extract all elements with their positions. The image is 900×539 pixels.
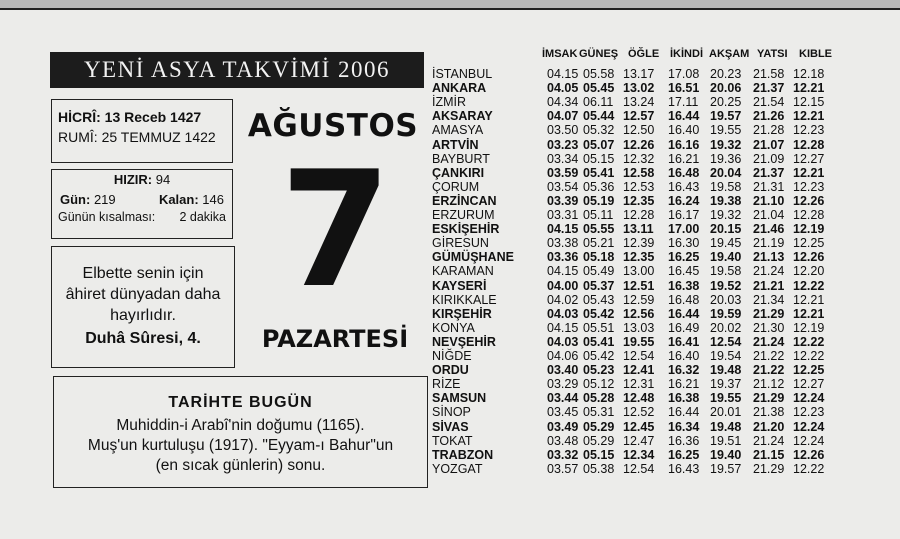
prayer-time-cell: 21.46 xyxy=(753,222,785,237)
prayer-time-cell: 05.58 xyxy=(583,67,615,81)
prayer-time-cell: 12.57 xyxy=(623,109,655,124)
city-name: TOKAT xyxy=(432,433,473,448)
column-header: AKŞAM xyxy=(709,48,750,60)
prayer-time-cell: 16.24 xyxy=(668,193,700,208)
prayer-time-cell: 19.40 xyxy=(710,447,742,462)
prayer-time-cell: 05.32 xyxy=(583,123,615,138)
prayer-time-cell: 12.22 xyxy=(793,461,825,476)
prayer-time-cell: 21.19 xyxy=(753,236,785,251)
prayer-time-cell: 05.45 xyxy=(583,81,615,96)
prayer-time-cell: 12.24 xyxy=(793,391,825,406)
prayer-time-cell: 03.57 xyxy=(547,461,579,476)
verse-source: Duhâ Sûresi, 4. xyxy=(85,330,201,347)
prayer-time-cell: 20.03 xyxy=(710,292,742,307)
prayer-time-cell: 04.15 xyxy=(547,222,579,237)
prayer-time-cell: 16.16 xyxy=(668,137,700,152)
prayer-time-cell: 12.21 xyxy=(793,81,825,96)
prayer-time-cell: 21.31 xyxy=(753,179,785,194)
prayer-time-cell: 12.26 xyxy=(793,250,825,265)
column-header: KIBLE xyxy=(799,48,832,60)
city-name: GÜMÜŞHANE xyxy=(432,250,514,265)
prayer-time-cell: 12.26 xyxy=(623,137,655,152)
city-name: GİRESUN xyxy=(432,236,489,251)
prayer-time-cell: 05.15 xyxy=(583,151,615,166)
prayer-time-cell: 12.19 xyxy=(793,320,825,335)
prayer-time-cell: 21.24 xyxy=(753,334,785,349)
city-name: ERZURUM xyxy=(432,208,495,222)
gun-count: Gün: 219 xyxy=(60,192,116,207)
prayer-time-cell: 03.36 xyxy=(547,250,579,265)
prayer-time-cell: 16.32 xyxy=(668,363,700,378)
month-name: AĞUSTOS xyxy=(247,108,419,144)
prayer-time-cell: 03.59 xyxy=(547,165,579,180)
prayer-time-cell: 04.05 xyxy=(547,81,579,96)
prayer-time-cell: 20.02 xyxy=(710,320,742,335)
prayer-time-cell: 16.43 xyxy=(668,461,700,476)
column-header: ÖĞLE xyxy=(628,48,660,60)
prayer-time-cell: 03.49 xyxy=(547,419,579,434)
prayer-time-cell: 05.51 xyxy=(583,320,615,335)
city-name: KONYA xyxy=(432,320,475,335)
prayer-time-cell: 05.37 xyxy=(583,278,615,293)
prayer-time-cell: 12.39 xyxy=(623,236,655,251)
city-name: KARAMAN xyxy=(432,264,494,279)
prayer-time-cell: 13.03 xyxy=(623,320,655,335)
city-name: KIRIKKALE xyxy=(432,292,497,307)
prayer-time-cell: 03.54 xyxy=(547,179,579,194)
prayer-time-cell: 21.15 xyxy=(753,447,785,462)
prayer-time-cell: 12.48 xyxy=(623,391,655,406)
prayer-time-cell: 05.38 xyxy=(583,461,615,476)
prayer-time-cell: 16.45 xyxy=(668,264,700,279)
city-name: AMASYA xyxy=(432,123,484,138)
rumi-label: RUMÎ: xyxy=(58,129,98,145)
city-name: NİĞDE xyxy=(432,349,472,363)
prayer-time-cell: 13.11 xyxy=(623,222,654,237)
prayer-time-cell: 16.25 xyxy=(668,447,700,462)
prayer-time-cell: 21.38 xyxy=(753,405,785,420)
prayer-time-cell: 04.03 xyxy=(547,334,579,349)
prayer-time-cell: 03.48 xyxy=(547,433,579,448)
prayer-time-cell: 05.41 xyxy=(583,334,615,349)
prayer-time-cell: 05.12 xyxy=(583,377,615,392)
prayer-time-cell: 16.51 xyxy=(668,81,700,96)
city-name: SAMSUN xyxy=(432,391,487,406)
history-line-1: Muhiddin-i Arabî'nin doğumu (1165). xyxy=(116,417,365,434)
prayer-time-cell: 19.57 xyxy=(710,109,742,124)
city-name: İSTANBUL xyxy=(432,67,493,81)
prayer-time-cell: 05.19 xyxy=(583,193,615,208)
prayer-time-cell: 21.58 xyxy=(753,67,785,81)
prayer-time-cell: 03.31 xyxy=(547,208,579,222)
column-header: GÜNEŞ xyxy=(579,48,619,60)
prayer-time-cell: 13.17 xyxy=(623,67,655,81)
prayer-time-cell: 03.50 xyxy=(547,123,579,138)
prayer-time-cell: 12.15 xyxy=(793,95,825,110)
rumi-line xyxy=(58,127,226,147)
prayer-time-cell: 19.32 xyxy=(710,137,742,152)
prayer-time-cell: 21.28 xyxy=(753,123,785,138)
prayer-time-cell: 21.12 xyxy=(753,377,785,392)
prayer-time-cell: 21.37 xyxy=(753,165,785,180)
prayer-time-cell: 05.55 xyxy=(583,222,615,237)
prayer-time-cell: 16.44 xyxy=(668,306,700,321)
prayer-time-cell: 21.30 xyxy=(753,320,785,335)
prayer-time-cell: 04.07 xyxy=(547,109,579,124)
history-title: TARİHTE BUGÜN xyxy=(168,394,313,411)
prayer-time-cell: 16.41 xyxy=(668,334,700,349)
city-name: BAYBURT xyxy=(432,151,490,166)
prayer-time-cell: 16.44 xyxy=(668,109,700,124)
prayer-time-cell: 04.15 xyxy=(547,67,579,81)
prayer-time-cell: 12.23 xyxy=(793,179,825,194)
prayer-time-cell: 12.41 xyxy=(623,363,655,378)
prayer-time-cell: 04.15 xyxy=(547,264,579,279)
prayer-time-cell: 12.54 xyxy=(710,334,742,349)
prayer-time-cell: 05.15 xyxy=(583,447,615,462)
prayer-time-cell: 05.23 xyxy=(583,363,615,378)
city-name: NEVŞEHİR xyxy=(432,334,496,349)
prayer-time-cell: 12.27 xyxy=(793,377,825,392)
verse-line-3: hayırlıdır. xyxy=(110,307,176,324)
prayer-time-cell: 05.29 xyxy=(583,433,615,448)
prayer-time-cell: 21.24 xyxy=(753,433,785,448)
prayer-time-cell: 19.37 xyxy=(710,377,742,392)
prayer-time-cell: 03.45 xyxy=(547,405,579,420)
prayer-time-cell: 12.51 xyxy=(623,278,655,293)
prayer-time-cell: 04.15 xyxy=(547,320,579,335)
prayer-time-cell: 19.51 xyxy=(710,433,742,448)
prayer-time-cell: 12.28 xyxy=(793,208,825,222)
city-name: SİNOP xyxy=(432,405,471,420)
hijri-label: HİCRÎ: xyxy=(58,109,101,125)
prayer-time-cell: 12.22 xyxy=(793,334,825,349)
prayer-time-cell: 21.10 xyxy=(753,193,785,208)
prayer-time-cell: 20.25 xyxy=(710,95,742,110)
prayer-time-cell: 05.21 xyxy=(583,236,615,251)
city-name: ARTVİN xyxy=(432,137,479,152)
prayer-time-cell: 13.24 xyxy=(623,95,655,110)
prayer-time-cell: 06.11 xyxy=(583,95,614,110)
prayer-time-cell: 12.35 xyxy=(623,250,655,265)
prayer-time-cell: 12.26 xyxy=(793,447,825,462)
prayer-time-cell: 04.03 xyxy=(547,306,579,321)
prayer-time-cell: 21.22 xyxy=(753,349,785,363)
prayer-time-cell: 16.40 xyxy=(668,123,700,138)
prayer-time-cell: 16.21 xyxy=(668,151,700,166)
prayer-time-cell: 12.25 xyxy=(793,363,825,378)
prayer-time-cell: 12.25 xyxy=(793,236,825,251)
prayer-time-cell: 21.37 xyxy=(753,81,785,96)
prayer-time-cell: 16.25 xyxy=(668,250,700,265)
prayer-time-cell: 21.09 xyxy=(753,151,785,166)
prayer-time-cell: 21.24 xyxy=(753,264,785,279)
prayer-time-cell: 16.36 xyxy=(668,433,700,448)
prayer-time-cell: 04.34 xyxy=(547,95,579,110)
prayer-time-cell: 12.24 xyxy=(793,419,825,434)
verse-line-2: âhiret dünyadan daha xyxy=(65,286,221,303)
history-box xyxy=(53,376,428,488)
prayer-time-cell: 16.44 xyxy=(668,405,700,420)
prayer-time-cell: 21.29 xyxy=(753,306,785,321)
prayer-time-cell: 20.04 xyxy=(710,165,742,180)
prayer-time-cell: 05.29 xyxy=(583,419,615,434)
prayer-time-cell: 12.32 xyxy=(623,151,655,166)
prayer-time-cell: 05.36 xyxy=(583,179,615,194)
prayer-time-cell: 19.57 xyxy=(710,461,742,476)
weekday-name: PAZARTESİ xyxy=(261,325,409,353)
prayer-time-cell: 16.38 xyxy=(668,278,700,293)
prayer-time-cell: 04.02 xyxy=(547,292,579,307)
city-name: RİZE xyxy=(432,377,461,392)
prayer-time-cell: 12.18 xyxy=(793,67,825,81)
calendar-title: YENİ ASYA TAKVİMİ 2006 xyxy=(50,52,424,88)
prayer-time-cell: 05.42 xyxy=(583,349,615,363)
prayer-time-cell: 05.28 xyxy=(583,391,615,406)
prayer-time-cell: 16.48 xyxy=(668,165,700,180)
prayer-time-cell: 17.11 xyxy=(668,95,699,110)
prayer-time-cell: 05.07 xyxy=(583,137,615,152)
city-name: AKSARAY xyxy=(432,109,493,124)
city-name: KAYSERİ xyxy=(432,278,487,293)
prayer-time-cell: 12.22 xyxy=(793,349,825,363)
prayer-time-cell: 17.00 xyxy=(668,222,700,237)
column-header: YATSI xyxy=(757,48,788,60)
city-name: ERZİNCAN xyxy=(432,193,497,208)
hizir-value: 94 xyxy=(155,172,171,187)
hizir-line xyxy=(52,172,232,187)
prayer-time-cell: 04.00 xyxy=(547,278,579,293)
prayer-time-cell: 05.18 xyxy=(583,250,615,265)
prayer-time-cell: 12.22 xyxy=(793,278,825,293)
prayer-time-cell: 12.23 xyxy=(793,123,825,138)
prayer-time-cell: 05.11 xyxy=(583,208,614,222)
prayer-time-cell: 05.31 xyxy=(583,405,615,420)
prayer-time-cell: 12.31 xyxy=(623,377,655,392)
prayer-time-cell: 12.21 xyxy=(793,165,825,180)
city-name: TRABZON xyxy=(432,447,494,462)
prayer-time-cell: 19.54 xyxy=(710,349,742,363)
prayer-time-cell: 21.04 xyxy=(753,208,785,222)
prayer-time-cell: 16.40 xyxy=(668,349,700,363)
prayer-time-cell: 03.29 xyxy=(547,377,579,392)
verse-box xyxy=(51,246,235,368)
prayer-time-cell: 16.38 xyxy=(668,391,700,406)
prayer-time-cell: 19.48 xyxy=(710,419,742,434)
prayer-time-cell: 12.56 xyxy=(623,306,655,321)
prayer-time-cell: 20.01 xyxy=(710,405,742,420)
prayer-time-cell: 03.34 xyxy=(547,151,579,166)
prayer-time-cell: 05.49 xyxy=(583,264,615,279)
hizir-box xyxy=(51,169,233,239)
prayer-time-cell: 12.21 xyxy=(793,292,825,307)
prayer-time-cell: 03.23 xyxy=(547,137,579,152)
prayer-time-cell: 12.23 xyxy=(793,405,825,420)
prayer-time-cell: 19.32 xyxy=(710,208,742,222)
prayer-time-cell: 19.58 xyxy=(710,179,742,194)
prayer-time-cell: 12.52 xyxy=(623,405,655,420)
prayer-time-cell: 20.23 xyxy=(710,67,742,81)
prayer-time-cell: 03.44 xyxy=(547,391,579,406)
hizir-label: HIZIR: xyxy=(113,172,153,187)
prayer-time-cell: 21.21 xyxy=(753,278,785,293)
prayer-time-cell: 21.26 xyxy=(753,109,785,124)
prayer-time-cell: 19.36 xyxy=(710,151,742,166)
shortening-value: 2 dakika xyxy=(179,210,226,224)
hijri-line xyxy=(58,107,226,127)
prayer-time-cell: 12.24 xyxy=(793,433,825,448)
prayer-time-cell: 05.43 xyxy=(583,292,615,307)
city-name: YOZGAT xyxy=(432,461,483,476)
prayer-time-cell: 21.54 xyxy=(753,95,785,110)
prayer-time-cell: 13.00 xyxy=(623,264,655,279)
prayer-time-cell: 16.49 xyxy=(668,320,700,335)
hijri-value: 13 Receb 1427 xyxy=(104,109,202,125)
prayer-time-cell: 03.39 xyxy=(547,193,579,208)
prayer-time-cell: 12.54 xyxy=(623,461,655,476)
rumi-value: 25 TEMMUZ 1422 xyxy=(101,129,216,145)
prayer-time-cell: 21.07 xyxy=(753,137,785,152)
history-line-2: Muş'un kurtuluşu (1917). "Eyyam-ı Bahur"un xyxy=(87,437,394,454)
prayer-time-cell: 12.54 xyxy=(623,349,655,363)
city-name: ESKİŞEHİR xyxy=(432,222,500,237)
prayer-time-cell: 03.40 xyxy=(547,363,579,378)
city-name: ÇANKIRI xyxy=(432,165,485,180)
city-name: KIRŞEHİR xyxy=(432,306,492,321)
prayer-time-cell: 17.08 xyxy=(668,67,700,81)
prayer-time-cell: 16.17 xyxy=(668,208,700,222)
prayer-time-cell: 19.52 xyxy=(710,278,742,293)
prayer-time-cell: 12.50 xyxy=(623,123,655,138)
prayer-time-cell: 19.38 xyxy=(710,193,742,208)
column-header: İKİNDİ xyxy=(670,48,703,60)
prayer-time-cell: 12.59 xyxy=(623,292,655,307)
prayer-time-cell: 20.06 xyxy=(710,81,742,96)
prayer-time-cell: 21.29 xyxy=(753,391,785,406)
day-shortening-line xyxy=(52,210,232,224)
prayer-time-cell: 12.21 xyxy=(793,306,825,321)
prayer-time-cell: 21.29 xyxy=(753,461,785,476)
prayer-time-cell: 12.35 xyxy=(623,193,655,208)
prayer-time-cell: 16.21 xyxy=(668,377,700,392)
prayer-time-cell: 12.27 xyxy=(793,151,825,166)
prayer-time-cell: 20.15 xyxy=(710,222,742,237)
shortening-label: Günün kısalması: xyxy=(58,210,156,224)
prayer-time-cell: 19.45 xyxy=(710,236,742,251)
prayer-time-cell: 12.19 xyxy=(793,222,825,237)
prayer-time-cell: 05.41 xyxy=(583,165,615,180)
city-name: ÇORUM xyxy=(432,179,480,194)
prayer-time-cell: 03.32 xyxy=(547,447,579,462)
prayer-time-cell: 19.55 xyxy=(710,123,742,138)
prayer-time-cell: 21.20 xyxy=(753,419,785,434)
prayer-time-cell: 05.42 xyxy=(583,306,615,321)
history-line-3: (en sıcak günlerin) sonu. xyxy=(155,457,326,474)
prayer-time-cell: 19.58 xyxy=(710,264,742,279)
prayer-time-cell: 12.20 xyxy=(793,264,825,279)
prayer-time-cell: 16.30 xyxy=(668,236,700,251)
prayer-time-cell: 04.06 xyxy=(547,349,579,363)
city-name: ORDU xyxy=(432,363,469,378)
prayer-time-cell: 12.53 xyxy=(623,179,655,194)
prayer-time-cell: 12.47 xyxy=(623,433,655,448)
prayer-time-cell: 12.28 xyxy=(793,137,825,152)
prayer-time-cell: 13.02 xyxy=(623,81,655,96)
prayer-time-cell: 12.45 xyxy=(623,419,655,434)
day-count-line xyxy=(52,192,232,207)
prayer-time-cell: 12.58 xyxy=(623,165,655,180)
prayer-time-cell: 12.26 xyxy=(793,193,825,208)
prayer-time-cell: 12.21 xyxy=(793,109,825,124)
verse-line-1: Elbette senin için xyxy=(82,265,204,282)
prayer-time-cell: 12.28 xyxy=(623,208,655,222)
day-number: 7 xyxy=(280,136,392,323)
prayer-time-cell: 19.55 xyxy=(623,334,655,349)
kalan-count: Kalan: 146 xyxy=(158,192,224,207)
prayer-time-cell: 21.22 xyxy=(753,363,785,378)
prayer-time-cell: 05.44 xyxy=(583,109,615,124)
city-name: ANKARA xyxy=(432,81,487,96)
prayer-time-cell: 19.40 xyxy=(710,250,742,265)
prayer-time-cell: 16.34 xyxy=(668,419,700,434)
prayer-time-cell: 19.48 xyxy=(710,363,742,378)
prayer-time-cell: 03.38 xyxy=(547,236,579,251)
prayer-time-cell: 16.43 xyxy=(668,179,700,194)
prayer-time-cell: 21.13 xyxy=(753,250,785,265)
column-header: İMSAK xyxy=(542,48,578,60)
city-name: İZMİR xyxy=(432,95,467,110)
prayer-time-cell: 12.34 xyxy=(623,447,655,462)
prayer-time-cell: 19.55 xyxy=(710,391,742,406)
city-name: SİVAS xyxy=(432,419,469,434)
prayer-time-cell: 19.59 xyxy=(710,306,742,321)
hijri-date-box xyxy=(51,99,233,163)
prayer-time-cell: 21.34 xyxy=(753,292,785,307)
prayer-time-cell: 16.48 xyxy=(668,292,700,307)
